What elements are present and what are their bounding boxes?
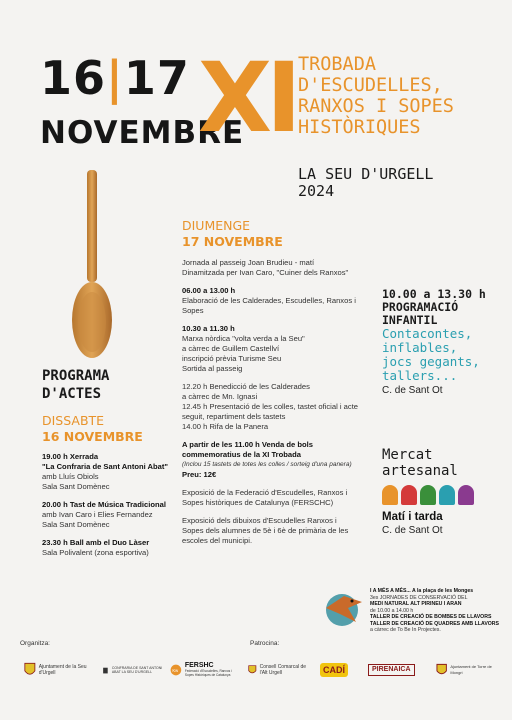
event-text: 12.20 h Benedicció de les Calderades: [182, 382, 310, 391]
event-time: 23.30 h Ball amb el Duo Làser: [42, 538, 150, 547]
saturday-events: [42, 452, 182, 566]
edition-number: XI: [198, 42, 296, 154]
infantil-place: C. de Sant Ot: [382, 385, 443, 396]
event-title: amb Ivan Caro i Elies Fernandez: [42, 510, 153, 519]
logo-shape: [458, 485, 474, 505]
event-text: Elaboració de les Calderades, Escudelles, Ranxos i Sopes: [182, 296, 356, 315]
mercat-title: Mercat: [382, 447, 433, 463]
event-title: [298, 54, 454, 138]
event-item: Exposició dels dibuixos d'Escudelles Ranxos i Sopes dels alumnes de 5è i 6è de primària de les escoles del municipi.: [182, 516, 349, 545]
mercat-place: C. de Sant Ot: [382, 525, 443, 536]
event-text: inscripció prèvia Turisme Seu: [182, 354, 282, 363]
logo-shape: [401, 485, 417, 505]
logo-fershc: [170, 655, 240, 685]
wooden-spoon-illustration: [62, 170, 122, 360]
dates: [40, 51, 190, 105]
programa-heading: [42, 367, 109, 403]
day-end: 17: [123, 51, 190, 105]
month: NOVEMBRE: [40, 115, 245, 151]
logo-shape: [382, 485, 398, 505]
mercat-title: artesanal: [382, 463, 458, 479]
intro-line: Jornada al passeig Joan Brudieu - matí: [182, 258, 315, 267]
logo-shape: [439, 485, 455, 505]
event-text: 14.00 h Rifa de la Panera: [182, 422, 269, 431]
patrocina-label: Patrocina:: [250, 640, 280, 647]
logo-ajuntament-seu: [24, 655, 94, 685]
pot-icon: [102, 662, 109, 678]
event-with: amb Lluís Obiols: [42, 472, 99, 481]
event-item: [42, 538, 182, 558]
event-note: (Inclou 15 tastets de totes les colles / sorteig d'una panera): [182, 461, 352, 468]
infantil-time: 10.00 a 13.30 h: [382, 287, 486, 301]
organitza-label: Organitza:: [20, 640, 50, 647]
bird-icon: [322, 588, 366, 628]
title-line: HISTÒRIQUES: [298, 117, 421, 138]
date-separator: |: [106, 51, 124, 105]
infantil-block: [382, 288, 507, 396]
infantil-title: INFANTIL: [382, 313, 438, 327]
place-name: LA SEU D'URGELL: [298, 165, 434, 183]
event-price: Preu: 12€: [182, 470, 217, 479]
sponsor-name: CADÍ: [320, 663, 348, 677]
sponsor-name: Ajuntament de Torre de Mongri: [450, 664, 492, 675]
event-time: 19.00 h Xerrada: [42, 452, 99, 461]
event-text: a càrrec de Guillem Castellví: [182, 344, 280, 353]
sponsor-name: PIRENAICA: [368, 664, 415, 676]
activity: tallers...: [382, 368, 458, 383]
event-item: [182, 286, 360, 316]
event-item: [42, 500, 182, 530]
intro-line: Dinamitzada per Ivan Caro, "Cuiner dels Ranxos": [182, 268, 349, 277]
svg-text:Kw: Kw: [172, 667, 179, 673]
event-place: Sala Polivalent (zona esportiva): [42, 548, 149, 557]
year: 2024: [298, 182, 335, 200]
event-item: [182, 382, 360, 432]
logo-shape: [420, 485, 436, 505]
promo-line: de 10.00 a 14.00 h: [370, 607, 414, 614]
event-item: [182, 324, 360, 374]
event-place: Sala Sant Domènec: [42, 520, 110, 529]
event-place: Sala Sant Domènec: [42, 482, 110, 491]
activity: jocs gegants,: [382, 354, 480, 369]
event-item: Exposició de la Federació d'Escudelles, Ranxos i Sopes històriques de Catalunya (FERSCHC): [182, 488, 348, 507]
promo-line: MEDI NATURAL ALT PIRINEU I ARAN: [370, 601, 462, 607]
event-time: 20.00 h Tast de Música Tradicional: [42, 500, 166, 509]
sponsor-name: Consell Comarcal de l'Alt Urgell: [259, 664, 307, 676]
activity: Contacontes,: [382, 326, 473, 341]
event-time: 10.30 a 11.30 h: [182, 324, 235, 333]
infantil-title: PROGRAMACIÓ: [382, 300, 459, 314]
saturday-heading: [42, 413, 143, 445]
sponsor-name: CONFRARIA DE SANT ANTONI ABAT LA SEU D'URGELL: [111, 665, 163, 674]
event-text: Marxa nòrdica "volta verda a la Seu": [182, 334, 305, 343]
promo-line: TALLER DE CREACIÓ DE BOMBES DE LLAVORS: [370, 614, 492, 620]
title-line: D'ESCUDELLES,: [298, 75, 443, 96]
event-item: [42, 452, 182, 492]
programa-line: PROGRAMA: [42, 368, 110, 384]
logo-confraria: [102, 655, 164, 685]
event-title: "La Confraria de Sant Antoni Abat": [42, 462, 169, 471]
sunday-intro: [182, 258, 360, 278]
event-text: A partir de les 11.00 h Venda de bols commemoratius de la XI Trobada: [182, 440, 313, 459]
shield-icon: [24, 661, 36, 679]
logo-ajuntament-torre: [436, 655, 502, 685]
sunday-day: DIUMENGE: [182, 218, 251, 233]
activity: inflables,: [382, 340, 458, 355]
event-time: 06.00 a 13.00 h: [182, 286, 236, 295]
saturday-date: 16 NOVEMBRE: [42, 429, 143, 444]
mercat-block: [382, 447, 507, 536]
event-place: [298, 166, 433, 200]
saturday-day: DISSABTE: [42, 413, 105, 428]
sponsor-name: FERSHC: [184, 662, 214, 669]
sunday-column: [182, 218, 360, 554]
event-text: a càrrec de Mn. Ignasi: [182, 392, 258, 401]
event-text: 12.45 h Presentació de les colles, tastet oficial i acte seguit, repartiment dels tastets: [182, 402, 359, 421]
event-item: [182, 440, 360, 480]
promo-line: 3es JORNADES DE CONSERVACIÓ DEL: [370, 594, 468, 601]
promo-text: [370, 588, 506, 634]
fershc-text: [185, 663, 240, 677]
mercat-logo: [382, 485, 507, 505]
day-start: 16: [40, 51, 107, 105]
promo-line: a càrrec de To Be In Projectes.: [370, 627, 441, 633]
logo-pirenaica: [368, 655, 424, 685]
title-line: RANXOS I SOPES: [298, 96, 454, 117]
event-text: Sortida al passeig: [182, 364, 243, 373]
fershc-icon: [170, 660, 182, 680]
shield-icon: [248, 663, 257, 677]
promo-line: TALLER DE CREACIÓ DE QUADRES AMB LLAVORS: [370, 620, 500, 627]
sponsor-subtitle: Federació d'Escudelles, Ranxos i Sopes Històriques de Catalunya: [184, 669, 232, 677]
title-line: TROBADA: [298, 54, 376, 75]
logo-consell-comarcal: [248, 655, 310, 685]
sunday-date: 17 NOVEMBRE: [182, 234, 283, 249]
programa-line: D'ACTES: [42, 386, 102, 402]
promo-line: I A MÉS A MÉS... A la plaça de les Monges: [370, 588, 474, 594]
logo-cadi: [320, 655, 354, 685]
sponsor-name: Ajuntament de la Seu d'Urgell: [38, 664, 87, 676]
mercat-time: Matí i tarda: [382, 511, 443, 523]
shield-icon: [436, 663, 447, 677]
